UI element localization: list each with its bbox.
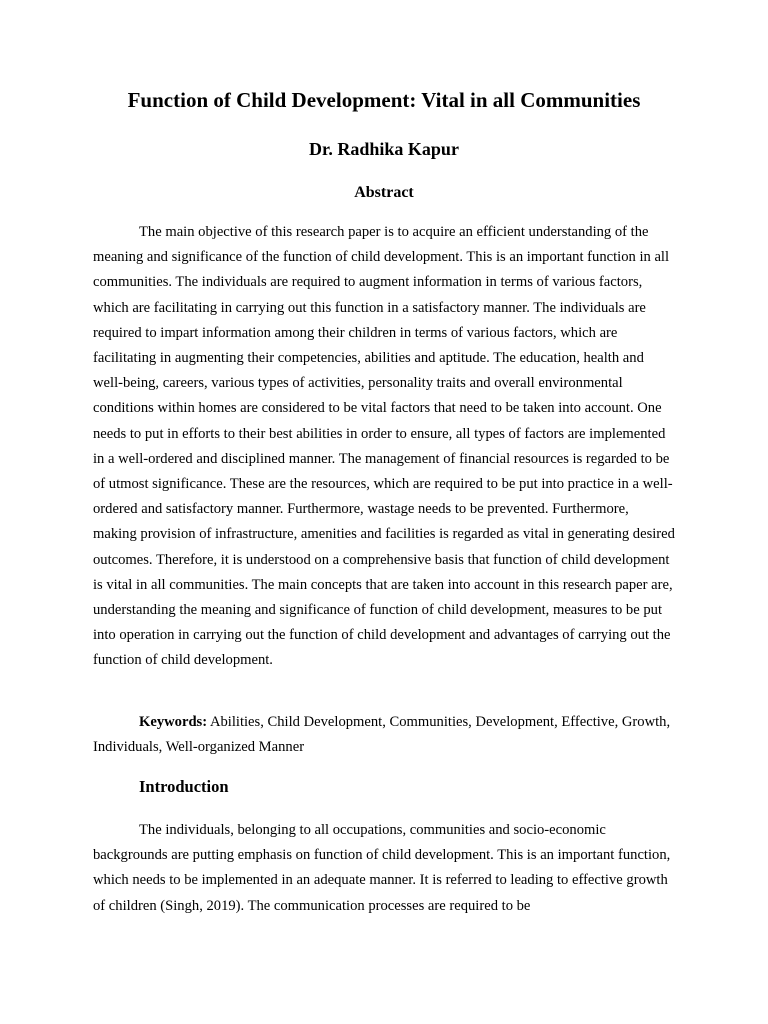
keywords-label: Keywords: xyxy=(139,714,208,730)
paper-title: Function of Child Development: Vital in all Communities xyxy=(127,88,641,112)
keywords-list: Abilities, Child Development, Communities, Development, Effective, Growth, Individuals, Well-organized Manner xyxy=(93,714,671,756)
author-name: Dr. Radhika Kapur xyxy=(309,139,459,159)
abstract-heading: Abstract xyxy=(354,184,414,201)
keywords-paragraph xyxy=(93,710,675,760)
introduction-paragraph: The individuals, belonging to all occupations, communities and socio-economic backgrounds are putting emphasis on function of child development. This is an important function, which needs to be implemented in an adequate manner. It is referred to leading to effective growth of children (Singh, 2019). The communication processes are required to be xyxy=(93,822,671,914)
introduction-heading: Introduction xyxy=(139,777,229,796)
abstract-paragraph: The main objective of this research paper is to acquire an efficient understanding of the meaning and significance of the function of child development. This is an important function in all communities. The individuals are required to augment information in terms of various factors, which are facilitating in carrying out this function in a satisfactory manner. The individuals are required to impart information among their children in terms of various factors, which are facilitating in augmenting their competencies, abilities and aptitude. The education, health and well-being, careers, various types of activities, personality traits and overall environmental conditions within homes are considered to be vital factors that need to be taken into account. One needs to put in efforts to their best abilities in order to ensure, all types of factors are implemented in a well-ordered and disciplined manner. The management of financial resources is regarded to be of utmost significance. These are the resources, which are required to be put into practice in a well-ordered and satisfactory manner. Furthermore, wastage needs to be prevented. Furthermore, making provision of infrastructure, amenities and facilities is regarded as vital in generating desired outcomes. Therefore, it is understood on a comprehensive basis that function of child development is vital in all communities. The main concepts that are taken into account in this research paper are, understanding the meaning and significance of function of child development, measures to be put into operation in carrying out the function of child development and advantages of carrying out the function of child development. xyxy=(93,224,675,669)
